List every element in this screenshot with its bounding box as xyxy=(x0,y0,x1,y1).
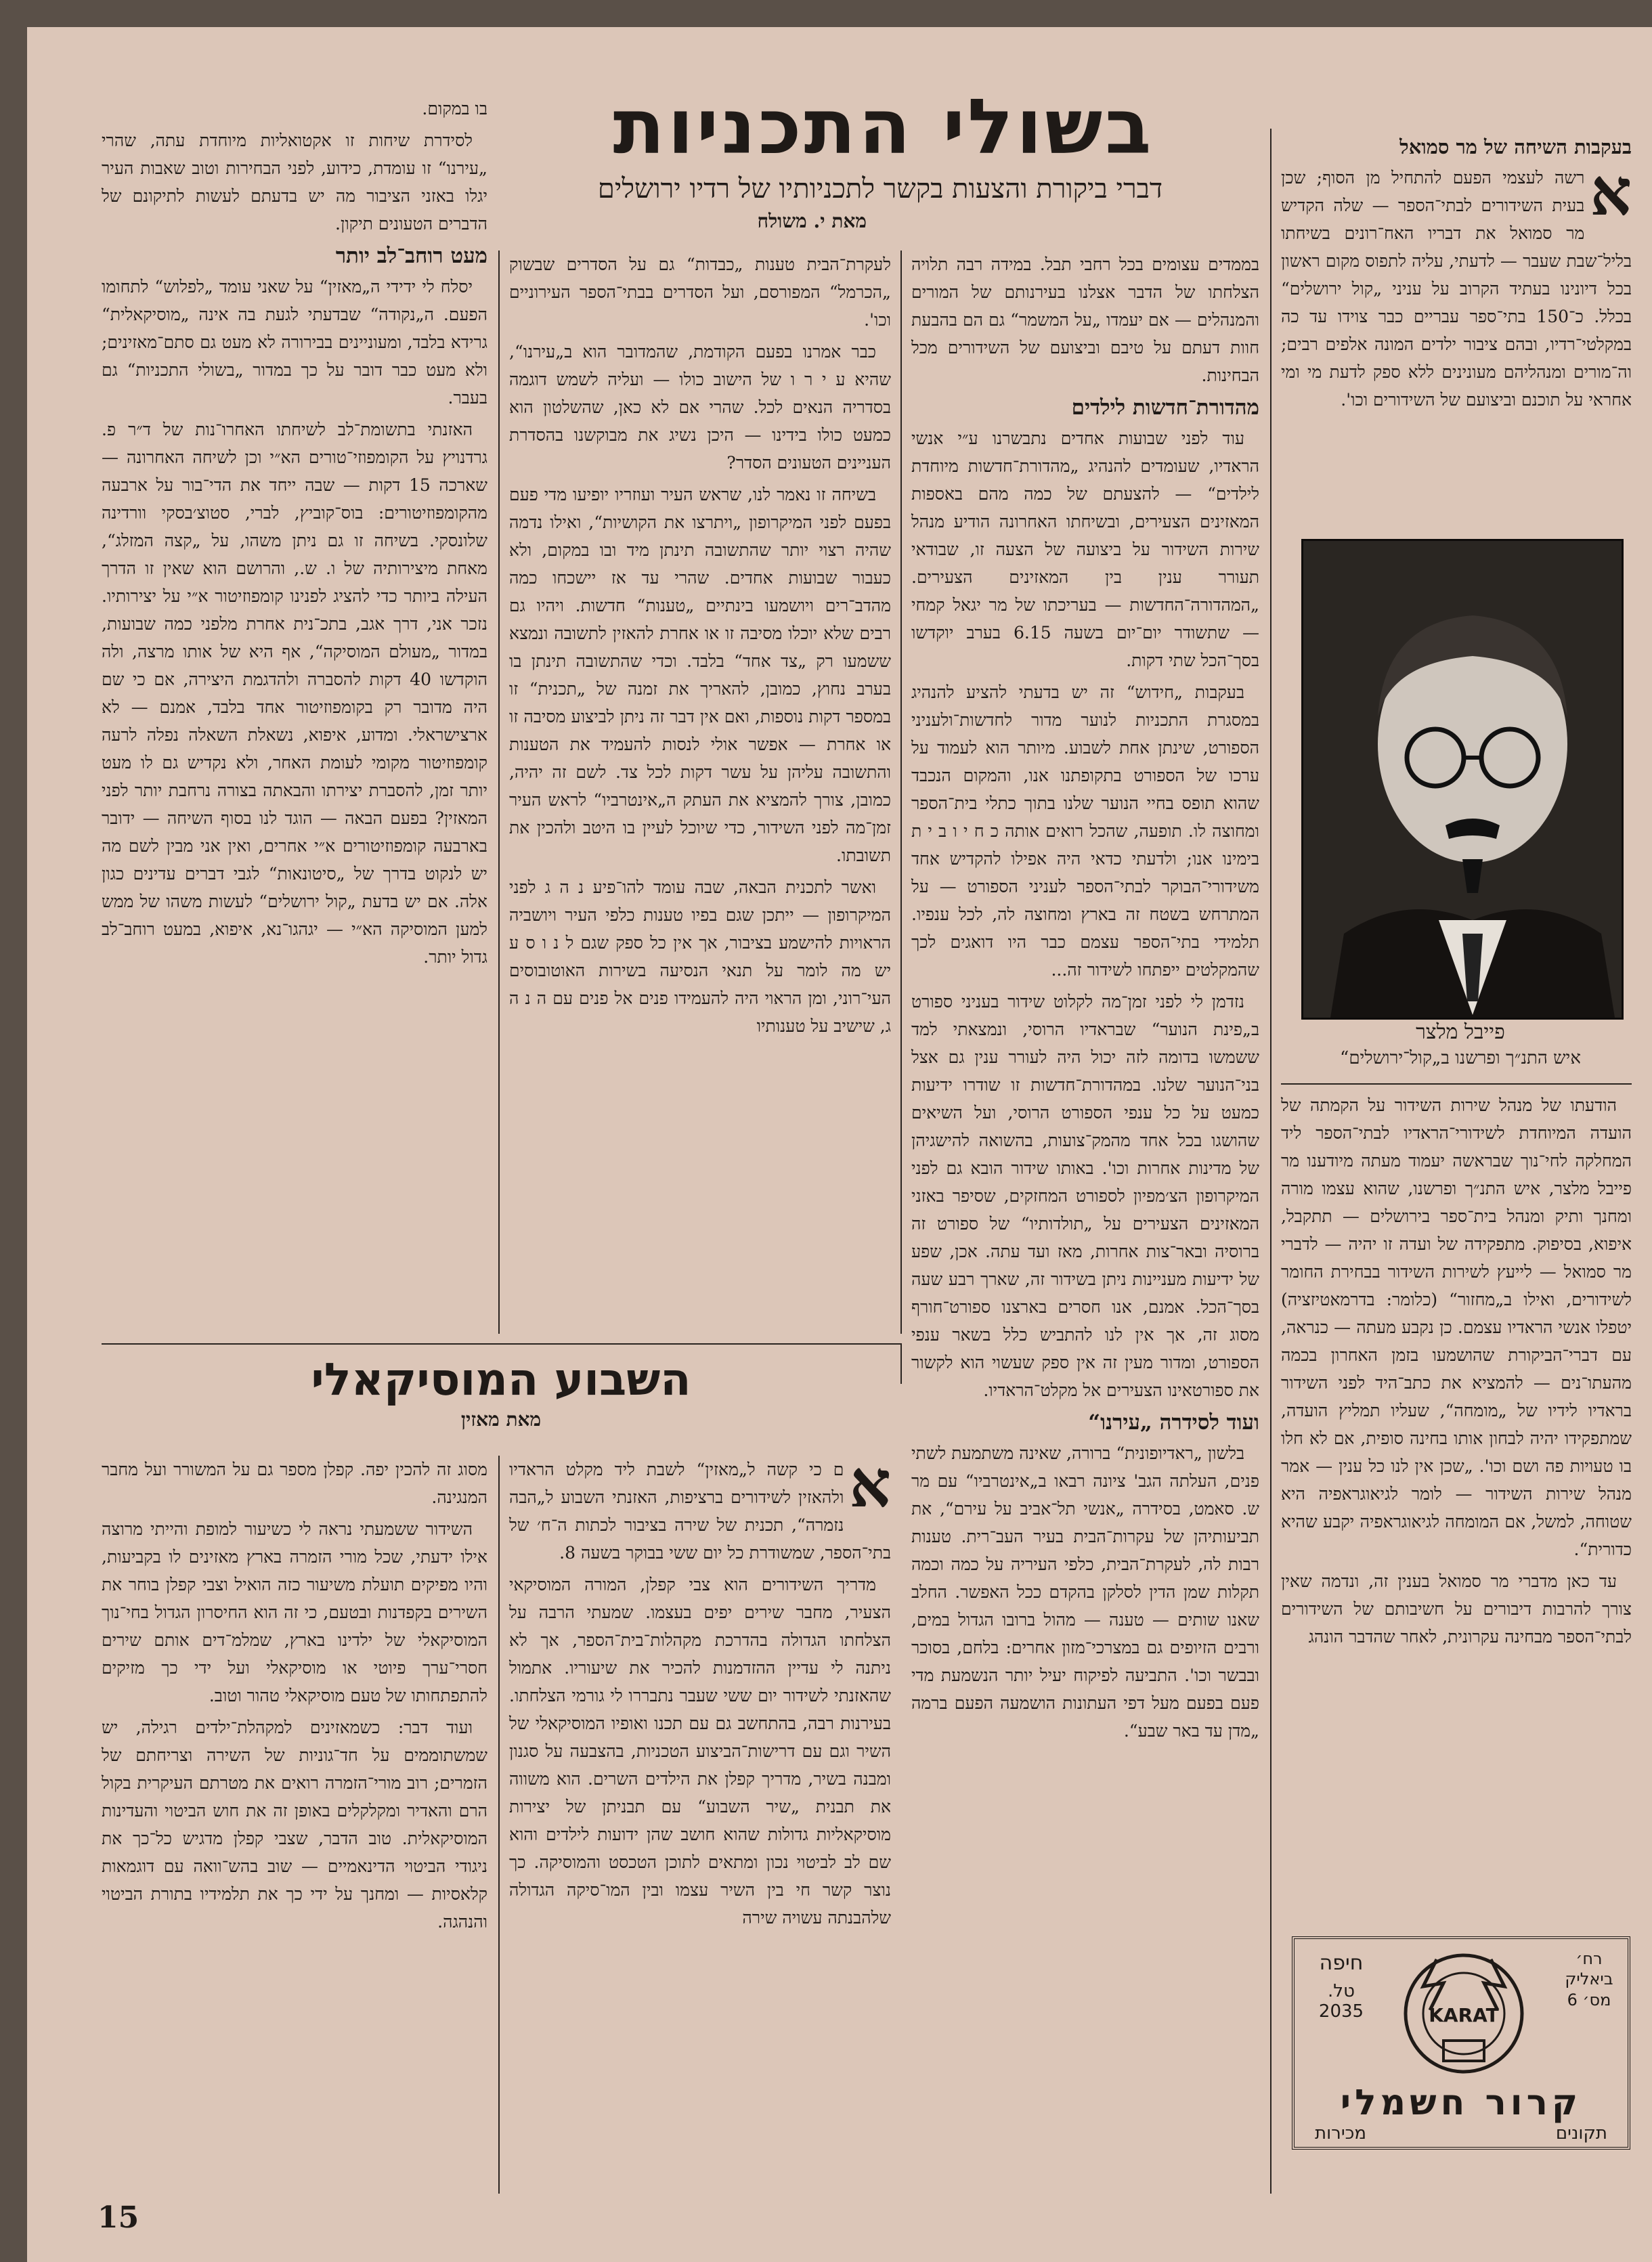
portrait-photo xyxy=(1301,539,1624,1020)
music-section-byline: מאת מאזין xyxy=(460,1408,542,1431)
paragraph: בשיחה זו נאמר לנו, שראש העיר ועוזריו יופיעו מדי פעם בפעם לפני המיקרופון „ויתרצו את הקושיות“, ואילו נדמה שהיה רצוי יותר שהתשובה תינתן מיד ובו במקום, ולא כעבור שבועות אחדים. שהרי עד אז יישכחו כמה מהדב־רים ויושמעו בינתיים „טענות“ חדשות. ויהיו גם רבים שלא יוכלו מסיבה זו או אחרת להאזין לתשובה ונמצא ששמעו רק „צד אחד“ בלבד. וכדי שהתשובה תינתן בו בערב נחוץ, כמובן, להאריך את זמנה של „תכנית“ זו במספר דקות נוספות, ואם אין דבר זה ניתן לביצוע מסיבה זו או אחרת — אפשר אולי לנסות להעמיד את הטענות והתשובה עליהן על עשר דקות לכל צד. לשם זה יהיה, כמובן, צורך להמציא את העתק ה„אינטרביו“ לראש העיר זמן־מה לפני השידור, כדי שיוכל לעיין בו היטב ולהכין את תשובתו. xyxy=(509,485,891,865)
advertisement-box xyxy=(1292,1936,1630,2150)
article-subtitle: דברי ביקורת והצעות בקשר לתכניותיו של רדיו ירושלים xyxy=(597,173,1163,204)
column-2 xyxy=(911,251,1259,2207)
ad-services xyxy=(1315,2123,1607,2144)
magazine-page xyxy=(27,27,1652,2262)
paragraph: נזדמן לי לפני זמן־מה לקלוט שידור בעניני ספורט ב„פינת הנוער“ שבראדיו הרוסי, ונמצאתי למד ששמשו בדומה לזה יכול היה לעורר ענין גם אצל בני־הנוער שלנו. במהדורת־חדשות זו שודרו ידיעות כמעט על כל ענפי הספורט הרוסי, ועל השיאים שהושגו בכל אחד מהמק־צועות, בהשואה להישגיהן של מדינות אחרות וכו'. באותו שידור הובא גם לפני המיקרופון הצ׳מפיון לספורט המחזקים, שסיפר באזני המאזינים הצעירים על „תולדותיו“ של ספורט זה ברוסיה ובאר־צות אחרות, מאז ועד עתה. אכן, שפע של ידיעות מעניינות ניתן בשידור זה, שארך רבע שעה בסך־הכל. אמנם, אנו חסרים בארצנו ספורט־חורף מסוג זה, אך אין לנו להתביש כלל בשאר ענפי הספורט, ומדור מעין זה אין ספק שעשוי הוא לקשור את ספורטאינו הצעירים אל מקלט־הראדיו. xyxy=(911,992,1259,1400)
column-left xyxy=(102,95,487,1334)
paragraph: מדריך השידורים הוא צבי קפלן, המורה המוסיקאי הצעיר, מחבר שירים יפים בעצמו. שמעתי הרבה על הצלחתו הגדולה בהדרכת מקהלות־בית־הספר, אך לא ניתנה לי עדיין ההזדמנות להכיר את שיעוריו. אתמול שהאזנתי לשידור יום ששי שעבר נתבררו לי גורמי הצלחתו. בעירנות רבה, בהתחשב גם עם תכנו ואופיו המוסיקאלי של השיר וגם עם דרישות־הביצוע הטכניות, בהצבעה על סגנון ומבנה בשיר, מדריך קפלן את הילדים השרים. הוא משווה את תבנית „שיר השבוע“ עם תבניתן של יצירות מוסיקאליות גדולות שהוא חושב שהן ידועות לילדים והוא שם לב לביטוי נכון ומתאים לתוכן הטכסט והמוסיקה. כך נוצר קשר חי בין השיר עצמו ובין המו־סיקה הגדולה שלהבנתה עשויה שירה xyxy=(509,1575,891,1928)
photo-caption-name: פייבל מלצר xyxy=(1416,1020,1505,1044)
column-divider xyxy=(900,251,902,1334)
music-column-a xyxy=(509,1445,891,2200)
portrait-illustration xyxy=(1303,541,1622,1018)
paragraph: כבר אמרנו בפעם הקודמת, שהמדובר הוא ב„עירנו“, שהיא ע י ר ו של הישוב כולו — ועליה לשמש דוגמה בסדריה הנאים לכל. שהרי אם לא כאן, שהשלטון הוא כמעט כולו בידינו — היכן נשיג את מבוקשנו בהסדרת העניינים הטעונים הסדר? xyxy=(509,342,891,473)
paragraph: בלשון „ראדיופונית“ ברורה, שאינה משתמעת לשתי פנים, העלתה הגב' ציונה רבאו ב„אינטרביו“ עם מר ש. סאמט, בסידרה „אנשי תל־אביב על עירם“, את תביעותיהן של עקרות־הבית בעיר העב־רית. טענות רבות לה, לעקרת־הבית, כלפי העיריה על כמה וכמה תקלות שמן הדין לסלקן בהקדם ככל האפשר. החלב שאנו שותים — טענה — מהול ברובו הגדול במים, ורבים הזיופים גם במצרכי־מזון אחרים: בלחם, בסוכר ובבשר וכו'. התביעה לפיקוח יעיל יותר הנשמעת מדי פעם בפעם מעל דפי העתונות הושמעה הפעם ברמה „מדן עד באר שבע“. xyxy=(911,1443,1259,1741)
section-divider xyxy=(102,1343,900,1345)
paragraph: לעקרת־הבית טענות „כבדות“ גם על הסדרים שבשוק „הכרמל“ המפורסם, ועל הסדרים בבתי־הספר העירוניים וכו'. xyxy=(509,255,891,330)
section-heading: מעט רוחב־לב יותר xyxy=(335,244,487,268)
paragraph: לסידרת שיחות זו אקטואליות מיוחדת עתה, שהרי „עירנו“ זו עומדת, כידוע, לפני הבחירות וטוב שאבות העיר יגלו באזני הציבור מה יש בדעתם לעשות לתיקונם של הדברים הטעונים תיקון. xyxy=(102,131,487,234)
column-divider xyxy=(498,251,500,1334)
paragraph: עוד לפני שבועות אחדים נתבשרנו ע״י אנשי הראדיו, שעומדים להנהיג „מהדורת־חדשות מיוחדת לילדים“ — להצעתם של כמה מהם באספות המאזינים הצעירים, ובשיחתו האחרונה הודיע מנהל שירות השידור על ביצועה של הצעה זו, שבודאי תעורר ענין בין המאזינים הצעירים. „המהדורה־החדשות — בעריכתו של מר יגאל קמחי — שתשודר יום־יום בשעה 6.15 בערב יוקדשו בסך־הכל שתי דקות. xyxy=(911,429,1259,670)
paragraph: האזנתי בתשומת־לב לשיחתו האחרו־נות של ד״ר פ. גרדנויץ על הקומפוזי־טורים הא״י וכן לשיחה האחרונה — שארכה 15 דקות — שבה ייחד את הדי־בור על ארבעה מהקומפוזיטורים: בוס־קוביץ, לברי, סטוצ׳בסקי וורדינה שלונסקי. בשיחה זו גם ניתן משהו, על „קצה המזלג“, מאחת מיצירותיה של ו. ש., והרושם הוא שאין זו הדרך העילה ביותר כדי להציג לפנינו קומפוזיטור א״י על יצירותיו. נזכר אני, דרך אגב, בתכ־נית אחרת מלפני כמה שבועות, במדור „מעולם המוסיקה“, אף היא של אותו מרצה, ולה הוקדשו 40 דקות להסברה ולהדגמת היצירה, אם כי שם היה מדובר רק בקומפוזיטור אחד בלבד, אמנם — לא ארצישראלי. ומדוע, איפוא, נשאלת השאלה נפלה לרעה קומפוזיטור מקומי לעומת האחר, ולא נקדיש גם לו מעט יותר זמן, להסברת יצירתו והבאתה בצורה נרחבת יותר לפני המאזין? בפעם הבאה — הוגד לנו בסוף השיחה — ידובר בארבעה קומפוזיטורים א״י אחרים, ואין אני מבין לשם מה יש לנקוט בדרך של „סיטונאות“ לגבי דברים עדינים כגון אלה. אם יש בדעת „קול ירושלים“ לעשות משהו של ממש למען המוסיקה הא״י — יגהגו־נא, איפוא, במעט רוחב־לב גדול יותר. xyxy=(102,420,487,967)
paragraph: יסלח לי ידידי ה„מאזין“ על שאני עומד „לפלוש“ לתחומו הפעם. ה„נקודה“ שבדעתי לגעת בה אינה „מוסיקאלית“ גרידא בלבד, ומעוניינים בבירורה לא מעט גם סתם־מאזינים; ולא מעט כבר דובר על כך במדור „בשולי התכניות“ גם בעבר. xyxy=(102,277,487,408)
paragraph: בו במקום. xyxy=(422,99,487,118)
paragraph: ם כי קשה ל„מאזין“ לשבת ליד מקלט הראדיו ולהאזין לשידורים ברציפות, האזנתי השבוע ל„הבה נזמרה“, תכנית של שירה בציבור לכתות ה־ח׳ של בתי־הספר, שמשודרת כל יום ששי בבוקר בשעה 8. xyxy=(509,1460,891,1563)
logo-text: KARAT xyxy=(1429,2004,1499,2026)
section-divider xyxy=(900,1343,902,1384)
ad-service-sales: מכירות xyxy=(1315,2123,1367,2144)
music-section-title: השבוע המוסיקאלי xyxy=(311,1353,691,1406)
paragraph: ועוד דבר: כשמאזינים למקהלת־ילדים רגילה, יש שמשתוממים על חד־גוניות של השירה וצריחתם של הזמרים; רוב מורי־הזמרה רואים את מטרתם העיקרית בקול הרם והאדיר ומקלקלים באופן זה את חוש הביטוי והעדינות המוסיקאלית. טוב הדבר, שצבי קפלן מדגיש כל־כך את ניגודי הביטוי הדינאמיים — שוב בהש־וואה עם דוגמאות קלאסיות — ומחנך על ידי כך את תלמידיו בתורת הביטוי והנהגה. xyxy=(102,1718,487,1932)
column-divider xyxy=(498,1456,500,2194)
drop-cap: א xyxy=(849,1445,891,1522)
karat-logo-icon xyxy=(1396,1946,1531,2081)
article-title: בשולי התכניות xyxy=(613,83,1154,171)
paragraph: ואשר לתכנית הבאה, שבה עומד להו־פיע נ ה ג לפני המיקרופון — ייתכן שגם בפיו טענות כלפי העיר ויושביה הראויות להישמע בציבור, אך אין כל ספק שגם ל נ ו ס ע יש מה לומר על תנאי הנסיעה בשירות האוטובוסים העי־רוני, ומן הראוי היה להעמידו פנים אל פנים עם ה נ ה ג, שישיב על טענותיו xyxy=(509,877,891,1036)
ad-service-repairs: תקונים xyxy=(1555,2123,1607,2144)
column-right-top xyxy=(1281,129,1632,528)
article-byline: מאת י. משולח xyxy=(757,210,867,232)
ad-address-street: רח׳ ביאליק xyxy=(1565,1949,1613,1988)
photo-caption-title: איש התנ״ך ופרשנו ב„קול־ירושלים“ xyxy=(1340,1048,1581,1068)
paragraph: בעקבות „חידוש“ זה יש בדעתי להציע להנהיג במסגרת התכניות לנוער מדור לחדשות־ולעניני הספורט, שינתן אחת לשבוע. מיותר הוא לעמוד על ערכו של הספורט בתקופתנו אנו, והמקום הנכבד שהוא תופס בחיי הנוער שלנו בתוך כתלי בית־הספר ומחוצה לו. תופעה, שהכל רואים אותה כ ח י ו ב י ת בימינו אנו; ולדעתי כדאי היה אפילו להקדיש אחד משידורי־הבוקר לבתי־הספר לעניני הספורט — על המתרחש בשטח זה בארץ ומחוצה לה, לכל ענפיו. תלמידי בתי־הספר עצמם כבר היו דואגים לכך שהמקלטים ייפתחו לשידור זה... xyxy=(911,682,1259,980)
ad-phone: טל. 2035 xyxy=(1318,1981,1364,2022)
ad-business-name: קרור חשמלי xyxy=(1340,2083,1582,2123)
column-heading: בעקבות השיחה של מר סמואל xyxy=(1399,135,1632,158)
paragraph: הודעתו של מנהל שירות השידור על הקמתה של הועדה המיוחדת לשידורי־הראדיו לבתי־הספר ליד המחלקה לחי־נוך שבראשה יעמוד מעתה מיודענו מר פייבל מלצר, איש התנ״ך ופרשנו, שהוא עצמו מורה ומחנך ותיק ומנהל בית־ספר בירושלים — תתקבל, איפוא, בסיפוק. מתפקידה של ועדה זו יהיה — לדברי מר סמואל — לייעץ לשירות השידור בבחירת החומר לשידורים, ואילו ב„מחזור“ (כלומר: בדרמאטיזציה) יטפלו אנשי הראדיו עצמם. כן נקבע מעתה — כנראה, עם דברי־הביקורת שהושמעו בזמן האחרון בכמה מהעתו־נים — להמציא את כתב־היד לפני השידור בראדיו לידיו של „מומחה“, שעליו תמליץ הועדה, שמתפקידו יהיה לבחון אותו בחינה סופית, אם לא חלו בו טעויות פה ושם וכו'. „שכן אין לנו כל ענין — אמר מנהל שירות השידור — לומר לגיאוגראפיה היא שטוחה, למשל, אם המומחה לגיאוגראפיה יקבע שהיא כדורית“. xyxy=(1281,1095,1632,1559)
column-3 xyxy=(509,251,891,1334)
page-number: 15 xyxy=(97,2200,139,2235)
paragraph: בממדים עצומים בכל רחבי תבל. במידה רבה תלויה הצלחתו של הדבר אצלנו בעירנותם של המורים והמנהלים — אם יעמדו „על המשמר“ גם הם בהבעת חוות דעתם על טיבם וביצועם של השידורים מכל הבחינות. xyxy=(911,255,1259,385)
paragraph: מסוג זה להכין יפה. קפלן מספר גם על המשורר ועל מחבר המנגינה. xyxy=(102,1460,487,1507)
ad-city: חיפה xyxy=(1319,1951,1364,1975)
column-right-bottom xyxy=(1281,1091,1632,1904)
paragraph: השידור ששמעתי נראה לי כשיעור למופת והייתי מרוצה אילו ידעתי, שכל מורי הזמרה בארץ מאזינים לו בקביעות, והיו מפיקים תועלת משיעור כזה הואיל וצבי קפלן בוחר את השירים בקפדנות ובטעם, כי זה הוא החיסרון הגדול בחי־נוך המוסיקאלי של ילדינו בארץ, שמלמ־דים אותם שירים חסרי־ערך פיוטי או מוסיקאלי ועל ידי כך מזיקים להתפתחותו של טעם מוסיקאלי טהור וטוב. xyxy=(102,1519,487,1705)
paragraph: עד כאן מדברי מר סמואל בענין זה, ונדמה שאין צורך להרבות דיבורים על חשיבותם של השידורים לבתי־הספר מבחינה עקרונית, לאחר שהדבר הונהג xyxy=(1281,1571,1632,1647)
column-divider xyxy=(1270,129,1271,2194)
section-heading: מהדורת־חדשות לילדים xyxy=(1071,395,1259,420)
ad-address-number: מס׳ 6 xyxy=(1567,1991,1611,2009)
drop-cap: א xyxy=(1590,154,1632,230)
divider xyxy=(1281,1083,1632,1085)
paragraph: רשה לעצמי הפעם להתחיל מן הסוף; שכן בעית השידורים לבתי־הספר — שלה הקדיש מר סמואל את דבריו האח־רונים בשיחתו בליל־שבת שעבר — לדעתי, עליה לתפוס מקום ראשון בכל דיונינו בעתיד הקרוב על עניני „קול ירושלים“ בכלל. כ־150 בתי־ספר עבריים כבר צוידו עד כה במקלטי־רדיו, ובהם ציבור ילדים המונה אלפים רבים; וה־מורים ומנהליהם מעונינים ללא ספק לדעת מי ומי אחראי על תוכנם וביצועם של השידורים וכו'. xyxy=(1281,168,1632,410)
music-column-b xyxy=(102,1456,487,2200)
section-heading: ועוד לסידרה „עירנו“ xyxy=(1088,1410,1259,1435)
